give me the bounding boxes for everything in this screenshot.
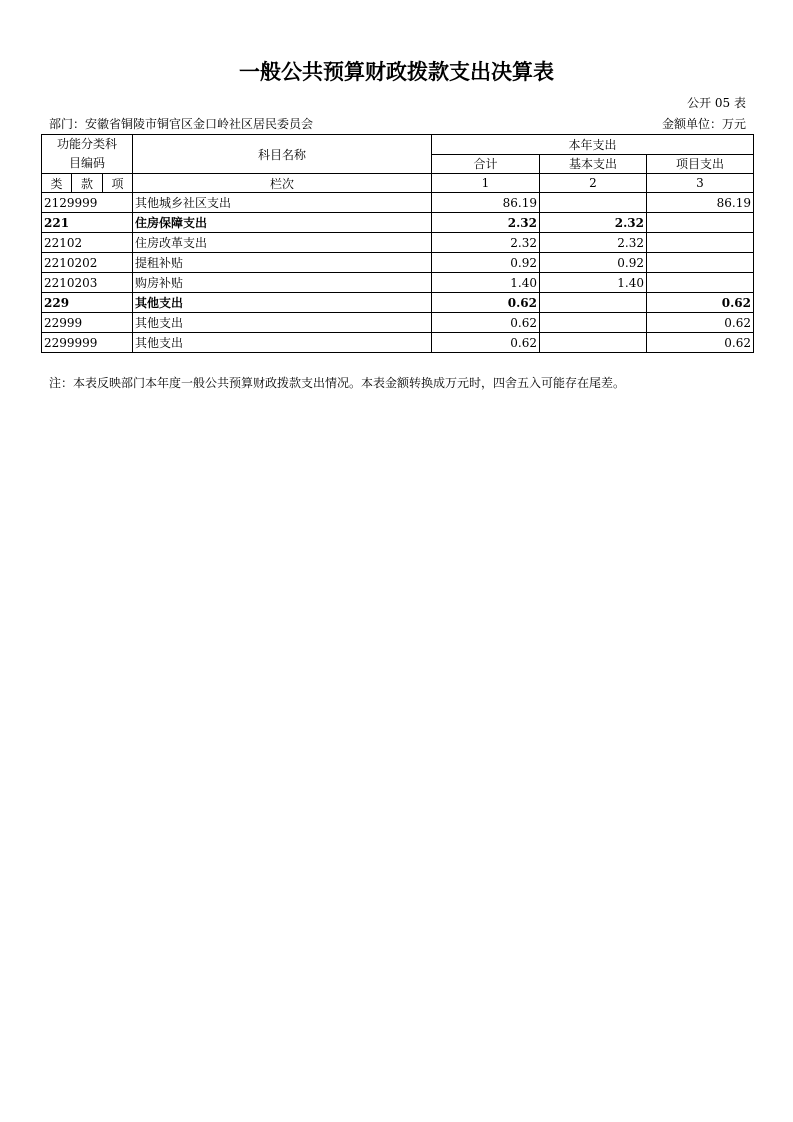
row-code: 22999 <box>42 313 133 333</box>
amount-unit-label: 金额单位：万元 <box>661 117 746 131</box>
table-row <box>42 233 754 253</box>
table-row <box>42 193 754 213</box>
table-row <box>42 273 754 293</box>
row-basic: 2.32 <box>540 213 647 233</box>
header-func-code: 功能分类科 目编码 <box>42 135 133 174</box>
row-name: 住房保障支出 <box>133 213 432 233</box>
header-col2: 2 <box>540 174 647 193</box>
row-basic: 0.92 <box>540 253 647 273</box>
row-name: 其他城乡社区支出 <box>133 193 432 213</box>
row-project <box>647 253 754 273</box>
row-basic <box>540 333 647 353</box>
row-total: 0.62 <box>432 333 540 353</box>
row-name: 提租补贴 <box>133 253 432 273</box>
row-basic <box>540 193 647 213</box>
row-name: 其他支出 <box>133 333 432 353</box>
header-project: 项目支出 <box>647 154 754 174</box>
header-xiang: 项 <box>103 174 133 193</box>
row-total: 0.62 <box>432 313 540 333</box>
row-project: 0.62 <box>647 313 754 333</box>
header-current-year: 本年支出 <box>432 135 754 155</box>
header-subject-name: 科目名称 <box>133 135 432 174</box>
row-code: 2299999 <box>42 333 133 353</box>
form-number: 公开 05 表 <box>687 96 746 110</box>
table-row <box>42 253 754 273</box>
row-total: 86.19 <box>432 193 540 213</box>
row-name: 住房改革支出 <box>133 233 432 253</box>
table-row <box>42 293 754 313</box>
header-kuan: 款 <box>72 174 103 193</box>
row-name: 购房补贴 <box>133 273 432 293</box>
header-col3: 3 <box>647 174 754 193</box>
row-project: 0.62 <box>647 333 754 353</box>
table-row <box>42 313 754 333</box>
row-total: 2.32 <box>432 233 540 253</box>
row-basic <box>540 293 647 313</box>
row-name: 其他支出 <box>133 293 432 313</box>
row-basic: 2.32 <box>540 233 647 253</box>
department-label: 部门：安徽省铜陵市铜官区金口岭社区居民委员会 <box>49 117 314 131</box>
row-code: 2129999 <box>42 193 133 213</box>
header-column-order: 栏次 <box>133 174 432 193</box>
expenditure-table <box>41 134 754 353</box>
row-code: 22102 <box>42 233 133 253</box>
row-total: 0.92 <box>432 253 540 273</box>
row-code: 2210203 <box>42 273 133 293</box>
row-project: 0.62 <box>647 293 754 313</box>
row-code: 2210202 <box>42 253 133 273</box>
table-row <box>42 333 754 353</box>
footnote: 注：本表反映部门本年度一般公共预算财政拨款支出情况。本表金额转换成万元时，四舍五入可能存在尾差。 <box>49 376 626 390</box>
row-basic: 1.40 <box>540 273 647 293</box>
row-total: 2.32 <box>432 213 540 233</box>
row-project <box>647 213 754 233</box>
row-code: 229 <box>42 293 133 313</box>
header-total: 合计 <box>432 154 540 174</box>
row-code: 221 <box>42 213 133 233</box>
table-header <box>42 135 754 193</box>
header-lei: 类 <box>42 174 72 193</box>
page-title: 一般公共预算财政拨款支出决算表 <box>239 60 554 84</box>
row-project <box>647 233 754 253</box>
row-project <box>647 273 754 293</box>
row-total: 0.62 <box>432 293 540 313</box>
row-name: 其他支出 <box>133 313 432 333</box>
row-total: 1.40 <box>432 273 540 293</box>
row-project: 86.19 <box>647 193 754 213</box>
row-basic <box>540 313 647 333</box>
header-basic: 基本支出 <box>540 154 647 174</box>
table-row <box>42 213 754 233</box>
header-col1: 1 <box>432 174 540 193</box>
table-body <box>42 193 754 353</box>
